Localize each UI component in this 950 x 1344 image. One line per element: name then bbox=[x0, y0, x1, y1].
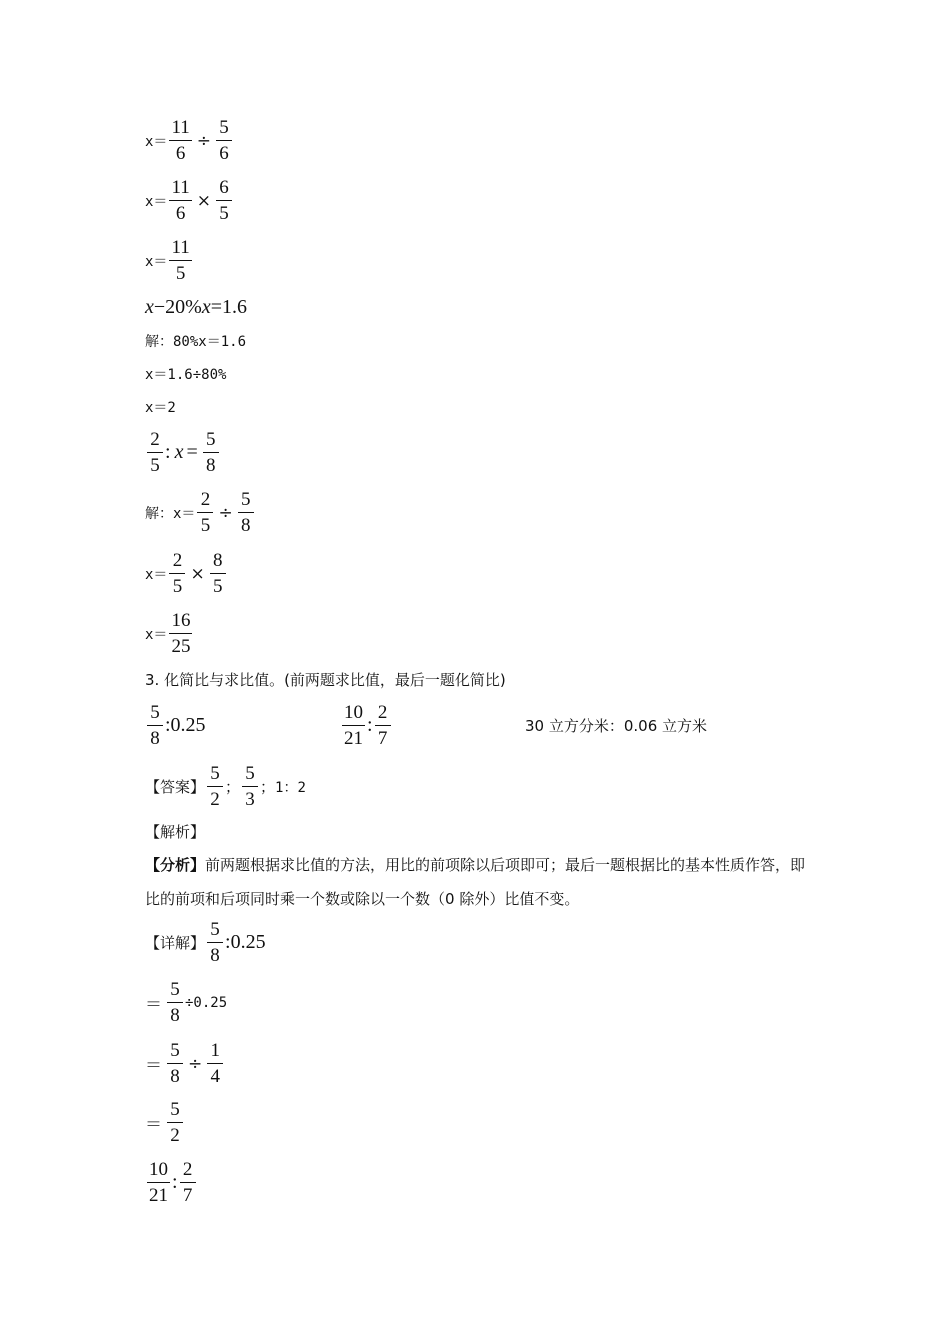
detail-step bbox=[145, 1100, 185, 1145]
denominator: 5 bbox=[219, 203, 229, 224]
numerator: 2 bbox=[169, 551, 185, 574]
fraction bbox=[147, 1160, 170, 1205]
numerator: 5 bbox=[216, 118, 232, 141]
solution-line: x＝1.6÷80% bbox=[145, 367, 227, 383]
fraction bbox=[238, 490, 254, 535]
lhs: x＝ bbox=[145, 253, 168, 270]
fraction bbox=[147, 430, 163, 475]
colon: : bbox=[172, 1171, 178, 1193]
operator: × bbox=[190, 563, 205, 584]
detail-line bbox=[145, 920, 266, 965]
detail-step bbox=[145, 1160, 198, 1205]
lhs: x＝ bbox=[145, 193, 168, 210]
numerator: 2 bbox=[180, 1160, 196, 1183]
fraction bbox=[207, 1041, 223, 1086]
equals: ＝ bbox=[145, 995, 162, 1015]
separator: ； bbox=[225, 778, 241, 796]
colon: : bbox=[165, 441, 171, 463]
denominator: 8 bbox=[240, 515, 251, 536]
equals: ＝ bbox=[145, 1056, 162, 1076]
denominator: 2 bbox=[210, 789, 220, 810]
lhs: 解：x＝ bbox=[145, 505, 196, 522]
term: ÷0.25 bbox=[185, 994, 228, 1011]
problem-2 bbox=[340, 703, 393, 748]
fraction bbox=[375, 703, 391, 748]
detail-step bbox=[145, 980, 227, 1025]
fraction bbox=[180, 1160, 196, 1205]
numerator: 5 bbox=[242, 764, 258, 787]
fraction bbox=[167, 1100, 183, 1145]
fraction bbox=[216, 178, 232, 223]
denominator: 2 bbox=[170, 1125, 180, 1146]
denominator: 7 bbox=[377, 728, 388, 749]
numerator: 2 bbox=[375, 703, 391, 726]
solution-line: 解：80%x＝1.6 bbox=[145, 334, 247, 350]
numerator: 1 bbox=[207, 1041, 223, 1064]
fraction bbox=[169, 178, 191, 223]
equation-line bbox=[145, 430, 221, 475]
answer-value: 1：2 bbox=[275, 779, 306, 796]
numerator: 5 bbox=[147, 703, 163, 726]
numerator: 8 bbox=[210, 551, 226, 574]
denominator: 8 bbox=[170, 1066, 180, 1087]
term: −20% bbox=[153, 296, 202, 318]
numerator: 5 bbox=[203, 430, 219, 453]
detail-label: 【详解】 bbox=[145, 934, 206, 952]
lhs: x＝ bbox=[145, 566, 168, 583]
numerator: 5 bbox=[207, 920, 223, 943]
answer-label: 【答案】 bbox=[145, 778, 206, 796]
fraction bbox=[169, 238, 191, 283]
solution-line: x＝2 bbox=[145, 400, 176, 416]
equation-line bbox=[145, 238, 194, 283]
analysis-label: 【解析】 bbox=[145, 823, 206, 841]
numerator: 16 bbox=[169, 611, 192, 634]
denominator: 3 bbox=[245, 789, 255, 810]
numerator: 11 bbox=[169, 118, 191, 141]
fraction bbox=[169, 611, 192, 656]
fraction bbox=[207, 764, 223, 809]
operator: ÷ bbox=[196, 130, 211, 151]
variable: x bbox=[145, 296, 154, 318]
fraction bbox=[167, 980, 183, 1025]
separator: ； bbox=[260, 778, 276, 796]
fraction bbox=[203, 430, 219, 475]
question-title: 3. 化简比与求比值。(前两题求比值，最后一题化简比) bbox=[145, 671, 506, 689]
fraction bbox=[242, 764, 258, 809]
denominator: 4 bbox=[210, 1066, 220, 1087]
analysis-text: 前两题根据求比值的方法，用比的前项除以后项即可；最后一题根据比的基本性质作答，即比的前项和后项同时乘一个数或除以一个数（0 除外）比值不变。 bbox=[145, 856, 806, 908]
denominator: 8 bbox=[210, 945, 220, 966]
numerator: 5 bbox=[167, 980, 183, 1003]
fraction bbox=[169, 551, 185, 596]
equals: ＝ bbox=[145, 1115, 162, 1135]
analysis-tag: 【分析】 bbox=[145, 856, 206, 874]
operator: ÷ bbox=[188, 1053, 203, 1074]
term: :0.25 bbox=[165, 714, 206, 736]
variable: x bbox=[174, 441, 184, 463]
denominator: 25 bbox=[171, 636, 191, 657]
denominator: 6 bbox=[219, 143, 229, 164]
term: =1.6 bbox=[210, 296, 248, 318]
operator: × bbox=[196, 190, 211, 211]
denominator: 8 bbox=[170, 1005, 180, 1026]
denominator: 5 bbox=[172, 576, 183, 597]
solution-line bbox=[145, 490, 256, 535]
equation-line bbox=[145, 296, 247, 319]
problem-1 bbox=[145, 703, 206, 748]
operator: ÷ bbox=[218, 502, 233, 523]
numerator: 6 bbox=[216, 178, 232, 201]
equation-line bbox=[145, 178, 234, 223]
numerator: 5 bbox=[238, 490, 254, 513]
denominator: 8 bbox=[205, 455, 216, 476]
fraction bbox=[169, 118, 191, 163]
denominator: 6 bbox=[175, 143, 186, 164]
fraction bbox=[210, 551, 226, 596]
colon: : bbox=[367, 714, 373, 736]
equation-line bbox=[145, 118, 234, 163]
answer-line bbox=[145, 764, 306, 809]
numerator: 5 bbox=[167, 1041, 183, 1064]
fraction bbox=[216, 118, 232, 163]
solution-line bbox=[145, 611, 194, 656]
numerator: 2 bbox=[197, 490, 213, 513]
variable: x bbox=[201, 296, 211, 318]
fraction bbox=[207, 920, 223, 965]
numerator: 11 bbox=[169, 238, 191, 261]
denominator: 5 bbox=[175, 263, 186, 284]
detail-step bbox=[145, 1041, 225, 1086]
denominator: 7 bbox=[182, 1185, 193, 1206]
fraction bbox=[342, 703, 365, 748]
lhs: x＝ bbox=[145, 133, 168, 150]
analysis-paragraph bbox=[145, 848, 810, 916]
problem-3: 30 立方分米：0.06 立方米 bbox=[525, 717, 708, 735]
numerator: 5 bbox=[207, 764, 223, 787]
denominator: 5 bbox=[150, 455, 160, 476]
term: :0.25 bbox=[225, 931, 266, 953]
fraction bbox=[197, 490, 213, 535]
solution-line bbox=[145, 551, 228, 596]
denominator: 6 bbox=[175, 203, 186, 224]
denominator: 5 bbox=[200, 515, 211, 536]
fraction bbox=[147, 703, 163, 748]
denominator: 5 bbox=[212, 576, 223, 597]
numerator: 5 bbox=[167, 1100, 183, 1123]
lhs: x＝ bbox=[145, 626, 168, 643]
numerator: 11 bbox=[169, 178, 191, 201]
denominator: 8 bbox=[150, 728, 160, 749]
fraction bbox=[167, 1041, 183, 1086]
numerator: 2 bbox=[147, 430, 163, 453]
denominator: 21 bbox=[344, 728, 363, 749]
numerator: 10 bbox=[342, 703, 365, 726]
numerator: 10 bbox=[147, 1160, 170, 1183]
denominator: 21 bbox=[149, 1185, 168, 1206]
equals: = bbox=[186, 441, 198, 463]
